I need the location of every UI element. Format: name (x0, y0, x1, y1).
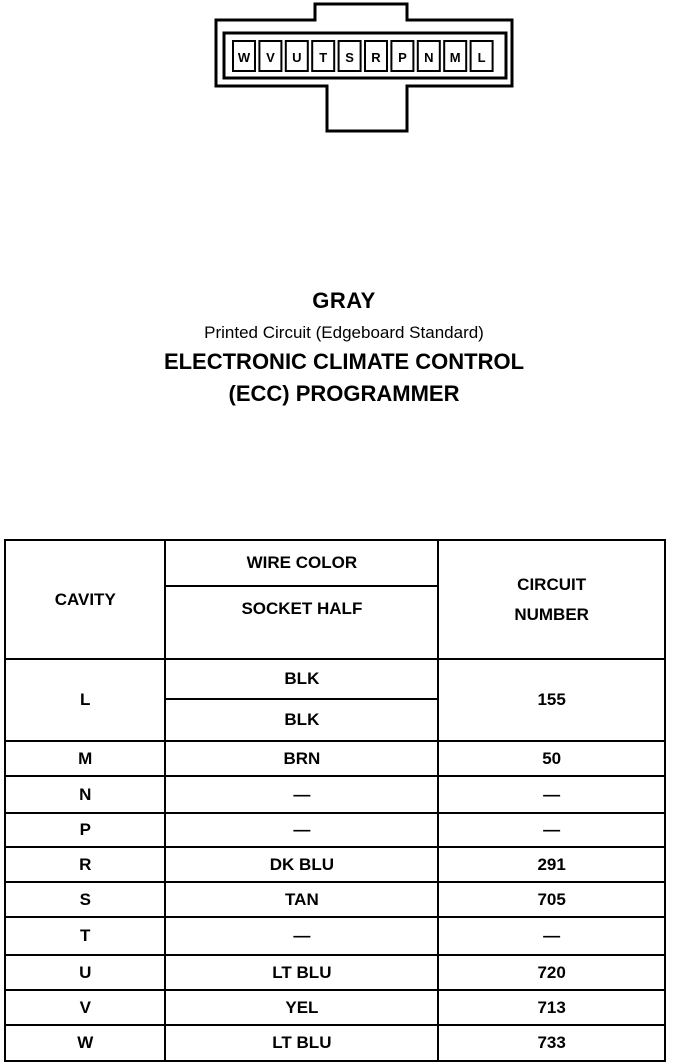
cavity-cell-l: L (5, 659, 165, 741)
pin-label-s: S (345, 50, 354, 65)
table-row-r (5, 847, 665, 882)
cavity-cell-t: T (5, 917, 165, 955)
component-name-line2: (ECC) PROGRAMMER (228, 381, 460, 406)
pinout-table (4, 539, 666, 1062)
table-row-u (5, 955, 665, 990)
wire-cell-m: BRN (165, 741, 438, 776)
table-row-l (5, 659, 665, 699)
pin-label-u: U (292, 50, 302, 65)
wire-cell-l-2: BLK (165, 699, 438, 741)
wire-cell-w: LT BLU (165, 1025, 438, 1061)
circuit-cell-v: 713 (438, 990, 665, 1025)
cavity-cell-s: S (5, 882, 165, 917)
table-row-t (5, 917, 665, 955)
pin-label-l: L (477, 50, 486, 65)
wire-cell-l-1: BLK (165, 659, 438, 699)
header-circuit-number (438, 540, 665, 659)
wire-cell-v: YEL (165, 990, 438, 1025)
table-row-s (5, 882, 665, 917)
wire-cell-s: TAN (165, 882, 438, 917)
wire-cell-p: — (165, 813, 438, 847)
header-circuit-line2: NUMBER (514, 604, 589, 624)
cavity-cell-p: P (5, 813, 165, 847)
cavity-cell-v: V (5, 990, 165, 1025)
pin-label-m: M (449, 50, 461, 65)
cavity-cell-w: W (5, 1025, 165, 1061)
table-row-m (5, 741, 665, 776)
circuit-cell-s: 705 (438, 882, 665, 917)
cavity-cell-n: N (5, 776, 165, 813)
header-wire-color: WIRE COLOR (165, 540, 438, 586)
circuit-cell-u: 720 (438, 955, 665, 990)
circuit-cell-t: — (438, 917, 665, 955)
pin-label-n: N (424, 50, 434, 65)
circuit-cell-r: 291 (438, 847, 665, 882)
wire-cell-u: LT BLU (165, 955, 438, 990)
pin-label-w: W (237, 50, 251, 65)
pin-label-r: R (371, 50, 381, 65)
circuit-cell-p: — (438, 813, 665, 847)
wire-cell-n: — (165, 776, 438, 813)
connector-color-title: GRAY (312, 288, 376, 313)
title-block (0, 286, 688, 410)
pin-label-t: T (319, 50, 328, 65)
component-name-line1: ELECTRONIC CLIMATE CONTROL (163, 349, 525, 374)
pin-label-v: V (266, 50, 275, 65)
table-row-w (5, 1025, 665, 1061)
circuit-cell-l: 155 (438, 659, 665, 741)
connector-face-diagram (0, 0, 688, 140)
circuit-cell-w: 733 (438, 1025, 665, 1061)
cavity-cell-u: U (5, 955, 165, 990)
wire-cell-t: — (165, 917, 438, 955)
circuit-cell-m: 50 (438, 741, 665, 776)
pin-row (233, 41, 493, 71)
table-row-p (5, 813, 665, 847)
circuit-cell-n: — (438, 776, 665, 813)
table-row-n (5, 776, 665, 813)
pin-label-p: P (398, 50, 407, 65)
cavity-cell-m: M (5, 741, 165, 776)
wire-cell-r: DK BLU (165, 847, 438, 882)
table-row-v (5, 990, 665, 1025)
header-socket-half: SOCKET HALF (165, 586, 438, 659)
cavity-cell-r: R (5, 847, 165, 882)
connector-type-subtitle: Printed Circuit (Edgeboard Standard) (204, 323, 484, 342)
header-cavity: CAVITY (5, 540, 165, 659)
header-circuit-line1: CIRCUIT (517, 574, 587, 594)
